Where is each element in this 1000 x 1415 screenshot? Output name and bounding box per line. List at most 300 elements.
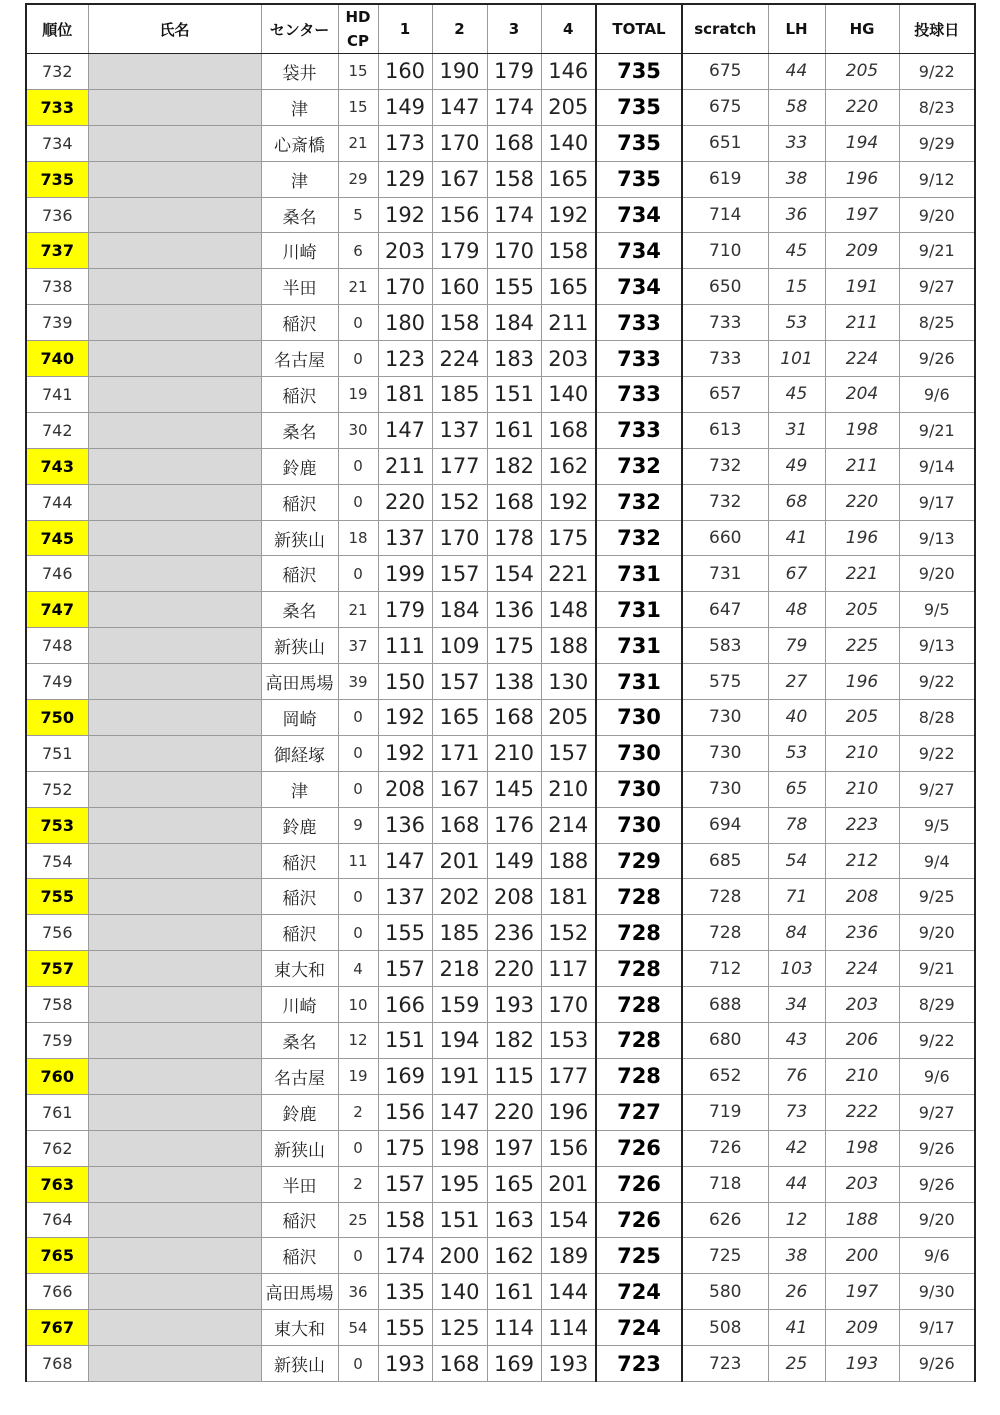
center-cell: 稲沢 bbox=[261, 879, 338, 915]
total-cell: 735 bbox=[596, 89, 682, 125]
total-cell: 724 bbox=[596, 1310, 682, 1346]
game-2-cell: 109 bbox=[432, 628, 487, 664]
game-2-cell: 167 bbox=[432, 161, 487, 197]
hdcp-cell: 0 bbox=[338, 556, 378, 592]
game-4-cell: 162 bbox=[541, 448, 596, 484]
game-3-cell: 220 bbox=[487, 951, 541, 987]
rank-cell: 758 bbox=[26, 987, 88, 1023]
total-cell: 725 bbox=[596, 1238, 682, 1274]
table-row bbox=[26, 843, 975, 879]
game-1-cell: 199 bbox=[378, 556, 432, 592]
header-hg: HG bbox=[825, 4, 899, 54]
center-cell: 新狭山 bbox=[261, 1130, 338, 1166]
header-game-2: 2 bbox=[432, 4, 487, 54]
name-cell-redacted bbox=[88, 664, 261, 700]
center-cell: 鈴鹿 bbox=[261, 807, 338, 843]
game-4-cell: 153 bbox=[541, 1023, 596, 1059]
header-date: 投球日 bbox=[899, 4, 975, 54]
game-3-cell: 178 bbox=[487, 520, 541, 556]
game-4-cell: 154 bbox=[541, 1202, 596, 1238]
hdcp-cell: 37 bbox=[338, 628, 378, 664]
center-cell: 新狭山 bbox=[261, 520, 338, 556]
hg-cell: 198 bbox=[825, 412, 899, 448]
game-1-cell: 181 bbox=[378, 377, 432, 413]
hdcp-cell: 25 bbox=[338, 1202, 378, 1238]
table-row bbox=[26, 1274, 975, 1310]
hg-cell: 209 bbox=[825, 233, 899, 269]
hdcp-cell: 0 bbox=[338, 735, 378, 771]
ranking-table bbox=[25, 3, 976, 1382]
hdcp-cell: 19 bbox=[338, 1058, 378, 1094]
game-1-cell: 155 bbox=[378, 915, 432, 951]
game-4-cell: 156 bbox=[541, 1130, 596, 1166]
name-cell-redacted bbox=[88, 556, 261, 592]
hdcp-cell: 0 bbox=[338, 1346, 378, 1382]
table-row bbox=[26, 1130, 975, 1166]
table-row bbox=[26, 305, 975, 341]
header-scratch: scratch bbox=[682, 4, 768, 54]
name-cell-redacted bbox=[88, 448, 261, 484]
date-cell: 9/6 bbox=[899, 1238, 975, 1274]
lh-cell: 41 bbox=[768, 1310, 825, 1346]
game-2-cell: 224 bbox=[432, 341, 487, 377]
game-2-cell: 195 bbox=[432, 1166, 487, 1202]
hdcp-cell: 10 bbox=[338, 987, 378, 1023]
date-cell: 9/26 bbox=[899, 1166, 975, 1202]
game-1-cell: 151 bbox=[378, 1023, 432, 1059]
game-1-cell: 211 bbox=[378, 448, 432, 484]
game-3-cell: 138 bbox=[487, 664, 541, 700]
lh-cell: 103 bbox=[768, 951, 825, 987]
game-2-cell: 201 bbox=[432, 843, 487, 879]
date-cell: 9/13 bbox=[899, 628, 975, 664]
date-cell: 9/20 bbox=[899, 556, 975, 592]
table-row bbox=[26, 807, 975, 843]
game-2-cell: 218 bbox=[432, 951, 487, 987]
center-cell: 東大和 bbox=[261, 951, 338, 987]
lh-cell: 33 bbox=[768, 125, 825, 161]
scratch-cell: 718 bbox=[682, 1166, 768, 1202]
table-row bbox=[26, 664, 975, 700]
total-cell: 724 bbox=[596, 1274, 682, 1310]
total-cell: 726 bbox=[596, 1130, 682, 1166]
date-cell: 9/29 bbox=[899, 125, 975, 161]
game-3-cell: 175 bbox=[487, 628, 541, 664]
game-2-cell: 140 bbox=[432, 1274, 487, 1310]
total-cell: 728 bbox=[596, 987, 682, 1023]
total-cell: 735 bbox=[596, 125, 682, 161]
scratch-cell: 728 bbox=[682, 915, 768, 951]
total-cell: 731 bbox=[596, 628, 682, 664]
date-cell: 9/17 bbox=[899, 1310, 975, 1346]
name-cell-redacted bbox=[88, 269, 261, 305]
game-2-cell: 177 bbox=[432, 448, 487, 484]
hg-cell: 198 bbox=[825, 1130, 899, 1166]
rank-cell: 762 bbox=[26, 1130, 88, 1166]
date-cell: 9/25 bbox=[899, 879, 975, 915]
table-row bbox=[26, 161, 975, 197]
game-3-cell: 114 bbox=[487, 1310, 541, 1346]
game-3-cell: 184 bbox=[487, 305, 541, 341]
name-cell-redacted bbox=[88, 735, 261, 771]
lh-cell: 31 bbox=[768, 412, 825, 448]
lh-cell: 48 bbox=[768, 592, 825, 628]
rank-cell: 734 bbox=[26, 125, 88, 161]
scratch-cell: 732 bbox=[682, 484, 768, 520]
header-game-1: 1 bbox=[378, 4, 432, 54]
hdcp-cell: 12 bbox=[338, 1023, 378, 1059]
date-cell: 9/26 bbox=[899, 1130, 975, 1166]
total-cell: 730 bbox=[596, 771, 682, 807]
game-2-cell: 202 bbox=[432, 879, 487, 915]
game-4-cell: 205 bbox=[541, 700, 596, 736]
rank-cell: 738 bbox=[26, 269, 88, 305]
center-cell: 津 bbox=[261, 771, 338, 807]
total-cell: 728 bbox=[596, 879, 682, 915]
game-4-cell: 181 bbox=[541, 879, 596, 915]
hdcp-cell: 36 bbox=[338, 1274, 378, 1310]
date-cell: 9/5 bbox=[899, 592, 975, 628]
table-row bbox=[26, 377, 975, 413]
name-cell-redacted bbox=[88, 341, 261, 377]
hdcp-cell: 0 bbox=[338, 1130, 378, 1166]
table-row bbox=[26, 125, 975, 161]
rank-cell: 754 bbox=[26, 843, 88, 879]
table-row bbox=[26, 89, 975, 125]
lh-cell: 54 bbox=[768, 843, 825, 879]
table-row bbox=[26, 54, 975, 90]
rank-cell: 755 bbox=[26, 879, 88, 915]
hg-cell: 212 bbox=[825, 843, 899, 879]
date-cell: 9/21 bbox=[899, 951, 975, 987]
game-2-cell: 170 bbox=[432, 520, 487, 556]
date-cell: 9/22 bbox=[899, 1023, 975, 1059]
total-cell: 731 bbox=[596, 664, 682, 700]
name-cell-redacted bbox=[88, 700, 261, 736]
center-cell: 桑名 bbox=[261, 412, 338, 448]
game-2-cell: 165 bbox=[432, 700, 487, 736]
game-1-cell: 169 bbox=[378, 1058, 432, 1094]
game-2-cell: 125 bbox=[432, 1310, 487, 1346]
hg-cell: 210 bbox=[825, 1058, 899, 1094]
hdcp-cell: 0 bbox=[338, 448, 378, 484]
rank-cell: 739 bbox=[26, 305, 88, 341]
scratch-cell: 710 bbox=[682, 233, 768, 269]
rank-cell: 765 bbox=[26, 1238, 88, 1274]
table-row bbox=[26, 484, 975, 520]
game-4-cell: 175 bbox=[541, 520, 596, 556]
hdcp-cell: 2 bbox=[338, 1094, 378, 1130]
scratch-cell: 680 bbox=[682, 1023, 768, 1059]
lh-cell: 44 bbox=[768, 54, 825, 90]
name-cell-redacted bbox=[88, 1238, 261, 1274]
table-row bbox=[26, 1058, 975, 1094]
total-cell: 730 bbox=[596, 735, 682, 771]
game-2-cell: 200 bbox=[432, 1238, 487, 1274]
game-3-cell: 162 bbox=[487, 1238, 541, 1274]
hg-cell: 194 bbox=[825, 125, 899, 161]
hdcp-cell: 5 bbox=[338, 197, 378, 233]
game-4-cell: 192 bbox=[541, 197, 596, 233]
date-cell: 9/26 bbox=[899, 1346, 975, 1382]
game-1-cell: 137 bbox=[378, 520, 432, 556]
lh-cell: 41 bbox=[768, 520, 825, 556]
center-cell: 稲沢 bbox=[261, 377, 338, 413]
table-row bbox=[26, 556, 975, 592]
name-cell-redacted bbox=[88, 412, 261, 448]
center-cell: 高田馬場 bbox=[261, 1274, 338, 1310]
date-cell: 9/4 bbox=[899, 843, 975, 879]
name-cell-redacted bbox=[88, 233, 261, 269]
name-cell-redacted bbox=[88, 987, 261, 1023]
game-2-cell: 185 bbox=[432, 915, 487, 951]
game-4-cell: 210 bbox=[541, 771, 596, 807]
game-3-cell: 210 bbox=[487, 735, 541, 771]
game-2-cell: 151 bbox=[432, 1202, 487, 1238]
game-4-cell: 165 bbox=[541, 269, 596, 305]
name-cell-redacted bbox=[88, 89, 261, 125]
game-2-cell: 158 bbox=[432, 305, 487, 341]
scratch-cell: 675 bbox=[682, 89, 768, 125]
lh-cell: 38 bbox=[768, 161, 825, 197]
game-1-cell: 135 bbox=[378, 1274, 432, 1310]
game-4-cell: 117 bbox=[541, 951, 596, 987]
name-cell-redacted bbox=[88, 1310, 261, 1346]
name-cell-redacted bbox=[88, 484, 261, 520]
game-3-cell: 174 bbox=[487, 89, 541, 125]
scratch-cell: 725 bbox=[682, 1238, 768, 1274]
center-cell: 稲沢 bbox=[261, 915, 338, 951]
game-1-cell: 156 bbox=[378, 1094, 432, 1130]
game-3-cell: 168 bbox=[487, 700, 541, 736]
lh-cell: 101 bbox=[768, 341, 825, 377]
scratch-cell: 730 bbox=[682, 771, 768, 807]
hg-cell: 236 bbox=[825, 915, 899, 951]
table-row bbox=[26, 1166, 975, 1202]
game-2-cell: 167 bbox=[432, 771, 487, 807]
game-4-cell: 196 bbox=[541, 1094, 596, 1130]
game-2-cell: 152 bbox=[432, 484, 487, 520]
total-cell: 730 bbox=[596, 807, 682, 843]
game-3-cell: 145 bbox=[487, 771, 541, 807]
center-cell: 桑名 bbox=[261, 1023, 338, 1059]
scratch-cell: 685 bbox=[682, 843, 768, 879]
total-cell: 735 bbox=[596, 54, 682, 90]
header-hdcp-line1: HD bbox=[345, 8, 371, 26]
game-4-cell: 140 bbox=[541, 125, 596, 161]
header-total: TOTAL bbox=[596, 4, 682, 54]
game-4-cell: 214 bbox=[541, 807, 596, 843]
game-3-cell: 168 bbox=[487, 125, 541, 161]
lh-cell: 25 bbox=[768, 1346, 825, 1382]
scratch-cell: 580 bbox=[682, 1274, 768, 1310]
hg-cell: 197 bbox=[825, 197, 899, 233]
hdcp-cell: 0 bbox=[338, 771, 378, 807]
lh-cell: 15 bbox=[768, 269, 825, 305]
scratch-cell: 694 bbox=[682, 807, 768, 843]
rank-cell: 744 bbox=[26, 484, 88, 520]
rank-cell: 737 bbox=[26, 233, 88, 269]
center-cell: 東大和 bbox=[261, 1310, 338, 1346]
game-4-cell: 140 bbox=[541, 377, 596, 413]
table-row bbox=[26, 1346, 975, 1382]
hdcp-cell: 2 bbox=[338, 1166, 378, 1202]
name-cell-redacted bbox=[88, 125, 261, 161]
game-2-cell: 191 bbox=[432, 1058, 487, 1094]
hdcp-cell: 15 bbox=[338, 89, 378, 125]
rank-cell: 732 bbox=[26, 54, 88, 90]
game-1-cell: 175 bbox=[378, 1130, 432, 1166]
total-cell: 734 bbox=[596, 233, 682, 269]
game-1-cell: 136 bbox=[378, 807, 432, 843]
name-cell-redacted bbox=[88, 520, 261, 556]
date-cell: 9/13 bbox=[899, 520, 975, 556]
table-row bbox=[26, 269, 975, 305]
game-1-cell: 157 bbox=[378, 951, 432, 987]
game-2-cell: 160 bbox=[432, 269, 487, 305]
hdcp-cell: 54 bbox=[338, 1310, 378, 1346]
rank-cell: 763 bbox=[26, 1166, 88, 1202]
rank-cell: 767 bbox=[26, 1310, 88, 1346]
scratch-cell: 652 bbox=[682, 1058, 768, 1094]
header-game-3: 3 bbox=[487, 4, 541, 54]
date-cell: 9/20 bbox=[899, 915, 975, 951]
lh-cell: 43 bbox=[768, 1023, 825, 1059]
game-3-cell: 179 bbox=[487, 54, 541, 90]
game-2-cell: 190 bbox=[432, 54, 487, 90]
game-3-cell: 161 bbox=[487, 412, 541, 448]
rank-cell: 747 bbox=[26, 592, 88, 628]
scratch-cell: 508 bbox=[682, 1310, 768, 1346]
table-row bbox=[26, 448, 975, 484]
date-cell: 9/22 bbox=[899, 735, 975, 771]
game-4-cell: 165 bbox=[541, 161, 596, 197]
scratch-cell: 613 bbox=[682, 412, 768, 448]
date-cell: 9/6 bbox=[899, 1058, 975, 1094]
lh-cell: 49 bbox=[768, 448, 825, 484]
name-cell-redacted bbox=[88, 628, 261, 664]
scratch-cell: 626 bbox=[682, 1202, 768, 1238]
game-1-cell: 192 bbox=[378, 735, 432, 771]
date-cell: 9/12 bbox=[899, 161, 975, 197]
rank-cell: 752 bbox=[26, 771, 88, 807]
center-cell: 新狭山 bbox=[261, 1346, 338, 1382]
game-1-cell: 149 bbox=[378, 89, 432, 125]
total-cell: 730 bbox=[596, 700, 682, 736]
hg-cell: 197 bbox=[825, 1274, 899, 1310]
game-3-cell: 193 bbox=[487, 987, 541, 1023]
game-2-cell: 184 bbox=[432, 592, 487, 628]
game-2-cell: 156 bbox=[432, 197, 487, 233]
total-cell: 734 bbox=[596, 197, 682, 233]
center-cell: 稲沢 bbox=[261, 843, 338, 879]
rank-cell: 733 bbox=[26, 89, 88, 125]
header-game-4: 4 bbox=[541, 4, 596, 54]
total-cell: 729 bbox=[596, 843, 682, 879]
scratch-cell: 650 bbox=[682, 269, 768, 305]
game-2-cell: 170 bbox=[432, 125, 487, 161]
lh-cell: 53 bbox=[768, 305, 825, 341]
hdcp-cell: 29 bbox=[338, 161, 378, 197]
lh-cell: 26 bbox=[768, 1274, 825, 1310]
total-cell: 731 bbox=[596, 592, 682, 628]
lh-cell: 44 bbox=[768, 1166, 825, 1202]
date-cell: 9/27 bbox=[899, 1094, 975, 1130]
game-4-cell: 177 bbox=[541, 1058, 596, 1094]
rank-cell: 748 bbox=[26, 628, 88, 664]
table-row bbox=[26, 628, 975, 664]
game-3-cell: 163 bbox=[487, 1202, 541, 1238]
game-1-cell: 160 bbox=[378, 54, 432, 90]
rank-cell: 749 bbox=[26, 664, 88, 700]
header-row bbox=[26, 4, 975, 54]
hg-cell: 211 bbox=[825, 305, 899, 341]
hg-cell: 196 bbox=[825, 520, 899, 556]
hdcp-cell: 0 bbox=[338, 879, 378, 915]
date-cell: 9/14 bbox=[899, 448, 975, 484]
rank-cell: 759 bbox=[26, 1023, 88, 1059]
table-row bbox=[26, 735, 975, 771]
hg-cell: 211 bbox=[825, 448, 899, 484]
game-1-cell: 180 bbox=[378, 305, 432, 341]
game-2-cell: 179 bbox=[432, 233, 487, 269]
lh-cell: 53 bbox=[768, 735, 825, 771]
header-hdcp bbox=[338, 4, 378, 54]
hg-cell: 225 bbox=[825, 628, 899, 664]
game-1-cell: 158 bbox=[378, 1202, 432, 1238]
rank-cell: 760 bbox=[26, 1058, 88, 1094]
table-row bbox=[26, 915, 975, 951]
table-row bbox=[26, 951, 975, 987]
game-2-cell: 157 bbox=[432, 664, 487, 700]
name-cell-redacted bbox=[88, 1023, 261, 1059]
hg-cell: 188 bbox=[825, 1202, 899, 1238]
lh-cell: 68 bbox=[768, 484, 825, 520]
game-2-cell: 159 bbox=[432, 987, 487, 1023]
game-2-cell: 171 bbox=[432, 735, 487, 771]
header-name: 氏名 bbox=[88, 4, 261, 54]
table-row bbox=[26, 1023, 975, 1059]
date-cell: 9/22 bbox=[899, 54, 975, 90]
game-1-cell: 111 bbox=[378, 628, 432, 664]
game-1-cell: 147 bbox=[378, 412, 432, 448]
game-4-cell: 168 bbox=[541, 412, 596, 448]
date-cell: 9/22 bbox=[899, 664, 975, 700]
game-3-cell: 149 bbox=[487, 843, 541, 879]
rank-cell: 750 bbox=[26, 700, 88, 736]
table-row bbox=[26, 233, 975, 269]
name-cell-redacted bbox=[88, 592, 261, 628]
name-cell-redacted bbox=[88, 377, 261, 413]
center-cell: 鈴鹿 bbox=[261, 1094, 338, 1130]
game-3-cell: 169 bbox=[487, 1346, 541, 1382]
game-4-cell: 193 bbox=[541, 1346, 596, 1382]
center-cell: 岡崎 bbox=[261, 700, 338, 736]
date-cell: 9/21 bbox=[899, 412, 975, 448]
name-cell-redacted bbox=[88, 1130, 261, 1166]
center-cell: 川崎 bbox=[261, 233, 338, 269]
game-3-cell: 236 bbox=[487, 915, 541, 951]
header-lh: LH bbox=[768, 4, 825, 54]
center-cell: 津 bbox=[261, 89, 338, 125]
date-cell: 8/29 bbox=[899, 987, 975, 1023]
table-row bbox=[26, 771, 975, 807]
scratch-cell: 688 bbox=[682, 987, 768, 1023]
game-3-cell: 197 bbox=[487, 1130, 541, 1166]
scratch-cell: 719 bbox=[682, 1094, 768, 1130]
center-cell: 高田馬場 bbox=[261, 664, 338, 700]
center-cell: 名古屋 bbox=[261, 341, 338, 377]
